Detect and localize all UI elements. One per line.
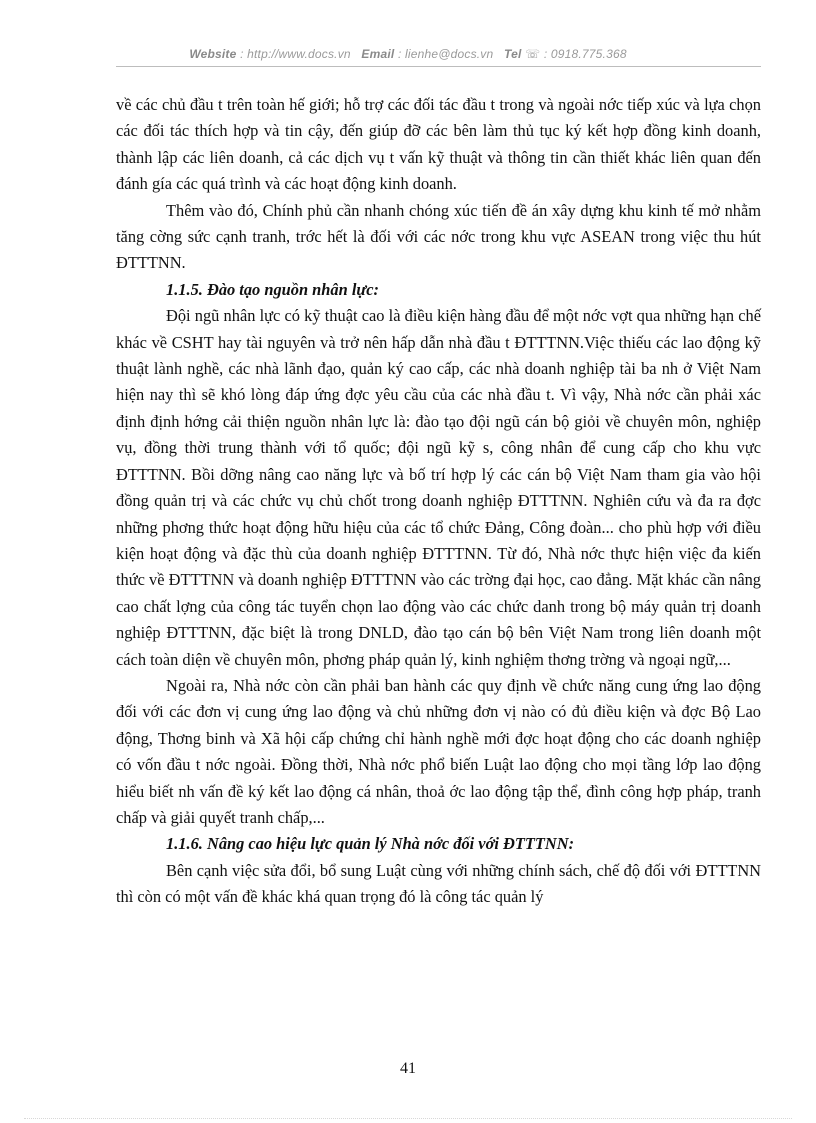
paragraph-5: Bên cạnh việc sửa đổi, bổ sung Luật cùng với những chính sách, chế độ đối với ĐTTTNN thì còn có một vấn đề khác khá quan trọng đó là công tác quản lý	[116, 860, 761, 907]
website-label: Website	[189, 47, 237, 61]
footer-divider	[24, 1118, 792, 1119]
phone-icon: ☏	[525, 47, 541, 61]
email-label: Email	[361, 47, 395, 61]
header-divider	[116, 66, 761, 67]
page-number: 41	[400, 1060, 416, 1077]
page-header	[0, 47, 816, 61]
tel-label: Tel	[504, 47, 522, 61]
paragraph-1: về các chủ đầu t trên toàn hế giới; hỗ trợ các đối tác đầu t trong và ngoài nớc tiếp xúc và lựa chọn các đối tác thích hợp và tin cậy, đến giúp đỡ các bên làm thủ tục ký kết hợp đồng kinh doanh, thành lập các liên doanh, cả các dịch vụ t vấn kỹ thuật và thông tin cần thiết khác liên quan đến đánh gía các quá trình và các hoạt động kinh doanh.	[116, 95, 761, 194]
paragraph-3: Đội ngũ nhân lực có kỹ thuật cao là điều kiện hàng đầu để một nớc vợt qua những hạn chế khác về CSHT hay tài nguyên và trở nên hấp dẫn nhà đầu t ĐTTTNN.Việc thiếu các lao động kỹ thuật lành nghề, các nhà lãnh đạo, quản ký cao cấp, các nhà doanh nghiệp tài ba nh ở Việt Nam hiện nay thì sẽ khó lòng đáp ứng đợc yêu cầu của các nhà đầu t. Vì vậy, Nhà nớc cần phải xác định định hớng cải thiện nguồn nhân lực là: đào tạo đội ngũ cán bộ giỏi về chuyên môn, nghiệp vụ, đồng thời trung thành với tổ quốc; đội ngũ kỹ s, công nhân để cung cấp cho khu vực ĐTTTNN. Bồi dỡng nâng cao năng lực và bố trí hợp lý các cán bộ Việt Nam tham gia vào hội đồng quản trị và các chức vụ chủ chốt trong doanh nghiệp ĐTTTNN. Nghiên cứu và đa ra đợc những phơng thức hoạt động hữu hiệu của các tổ chức Đảng, Công đoàn... cho phù hợp với điều kiện hoạt động và đặc thù của doanh nghiệp ĐTTTNN. Từ đó, Nhà nớc thực hiện việc đa kiến thức về ĐTTTNN và doanh nghiệp ĐTTTNN vào các trờng đại học, cao đẳng. Mặt khác cần nâng cao chất lợng của công tác tuyển chọn lao động vào các chức danh trong bộ máy quản trị doanh nghiệp ĐTTTNN, đặc biệt là trong DNLD, đào tạo cán bộ bên Việt Nam trong liên doanh một cách toàn diện về chuyên môn, phơng pháp quản lý, kinh nghiệm thơng trờng và ngoại ngữ,...	[116, 306, 761, 669]
website-url: : http://www.docs.vn	[240, 47, 351, 61]
paragraph-4: Ngoài ra, Nhà nớc còn cần phải ban hành các quy định về chức năng cung ứng lao động đối với các đơn vị cung ứng lao động và chủ những đơn vị nào có đủ điều kiện và đợc Bộ Lao động, Thơng binh và Xã hội cấp chứng chỉ hành nghề mới đợc hoạt động cho các doanh nghiệp có vốn đầu t nớc ngoài. Đồng thời, Nhà nớc phổ biến Luật lao động cho mọi tầng lớp lao động hiểu biết nh vấn đề ký kết lao động cá nhân, thoả ớc lao động tập thể, đình công hợp pháp, tranh chấp và giải quyết tranh chấp,...	[116, 675, 761, 827]
section-heading-1-1-6: 1.1.6. Nâng cao hiệu lực quản lý Nhà nớc đối với ĐTTTNN:	[166, 834, 575, 854]
tel-number: : 0918.775.368	[543, 47, 627, 61]
email-address: : lienhe@docs.vn	[397, 47, 494, 61]
document-body	[116, 92, 761, 911]
section-heading-1-1-5: 1.1.5. Đào tạo nguồn nhân lực:	[166, 279, 379, 299]
paragraph-2: Thêm vào đó, Chính phủ cần nhanh chóng xúc tiến đề án xây dựng khu kinh tế mở nhằm tăng cờng sức cạnh tranh, trớc hết là đối với các nớc trong khu vực ASEAN trong việc thu hút ĐTTTNN.	[116, 200, 761, 273]
